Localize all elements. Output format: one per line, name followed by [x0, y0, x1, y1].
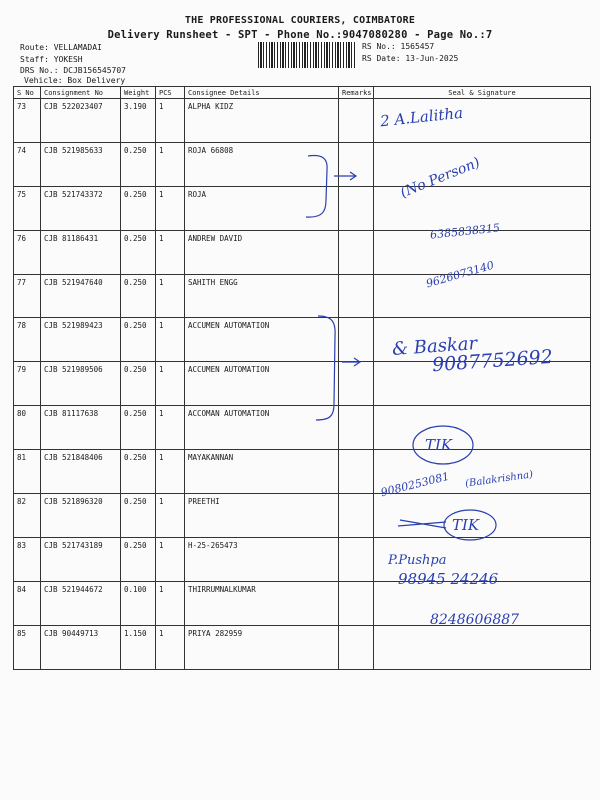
- signature-84-phone: 98945 24246: [398, 570, 499, 588]
- row-sno: 77: [14, 274, 41, 318]
- signature-82-name: (Balakrishna): [464, 469, 534, 490]
- signature-83: TIK: [452, 516, 480, 534]
- rs-date: RS Date: 13-Jun-2025: [362, 54, 459, 63]
- row-weight: 1.150: [121, 625, 156, 669]
- col-signature: Seal & Signature: [374, 87, 591, 99]
- row-weight: 0.250: [121, 318, 156, 362]
- row-sno: 84: [14, 581, 41, 625]
- vehicle-label: Vehicle: Box Delivery: [24, 76, 126, 85]
- row-consignment-no: CJB 521947640: [41, 274, 121, 318]
- row-weight: 0.100: [121, 581, 156, 625]
- col-pcs: PCS: [156, 87, 185, 99]
- signature-77: 9626073140: [424, 258, 496, 291]
- row-sno: 78: [14, 318, 41, 362]
- row-weight: 0.250: [121, 230, 156, 274]
- row-pcs: 1: [156, 318, 185, 362]
- row-consignee: ACCUMEN AUTOMATION: [185, 318, 339, 362]
- row-pcs: 1: [156, 406, 185, 450]
- arrow-78-80: [342, 358, 360, 366]
- row-sno: 79: [14, 362, 41, 406]
- row-pcs: 1: [156, 230, 185, 274]
- row-weight: 0.250: [121, 537, 156, 581]
- row-pcs: 1: [156, 186, 185, 230]
- col-sno: S No: [14, 87, 41, 99]
- signature-79-name: & Baskar: [391, 333, 478, 360]
- row-consignee: H-25-265473: [185, 537, 339, 581]
- row-weight: 0.250: [121, 494, 156, 538]
- row-sno: 73: [14, 99, 41, 143]
- row-consignment-no: CJB 521944672: [41, 581, 121, 625]
- row-consignment-no: CJB 521848406: [41, 450, 121, 494]
- row-consignment-no: CJB 521743372: [41, 186, 121, 230]
- row-sno: 81: [14, 450, 41, 494]
- row-consignee: THIRRUMNALKUMAR: [185, 581, 339, 625]
- row-pcs: 1: [156, 494, 185, 538]
- signature-79-phone: 9087752692: [431, 345, 554, 377]
- signature-84-name: P.Pushpa: [388, 553, 447, 568]
- col-consignee: Consignee Details: [185, 87, 339, 99]
- row-consignee: ACCUMEN AUTOMATION: [185, 362, 339, 406]
- row-consignee: ROJA 66808: [185, 142, 339, 186]
- staff-label: Staff: YOKESH: [20, 55, 83, 64]
- row-pcs: 1: [156, 142, 185, 186]
- row-sno: 74: [14, 142, 41, 186]
- row-pcs: 1: [156, 537, 185, 581]
- row-pcs: 1: [156, 274, 185, 318]
- row-consignee: SAHITH ENGG: [185, 274, 339, 318]
- row-sno: 76: [14, 230, 41, 274]
- row-consignee: ALPHA KIDZ: [185, 99, 339, 143]
- row-weight: 0.250: [121, 362, 156, 406]
- row-consignee: ACCOMAN AUTOMATION: [185, 406, 339, 450]
- row-weight: 0.250: [121, 142, 156, 186]
- row-consignee: MAYAKANNAN: [185, 450, 339, 494]
- signature-73: 2 A.Lalitha: [379, 103, 464, 131]
- bracket-78-80: [316, 316, 335, 420]
- row-consignment-no: CJB 521743189: [41, 537, 121, 581]
- row-weight: 0.250: [121, 274, 156, 318]
- row-pcs: 1: [156, 625, 185, 669]
- row-weight: 0.250: [121, 186, 156, 230]
- signature-85: 8248606887: [430, 612, 520, 628]
- route-label: Route: VELLAMADAI: [20, 43, 102, 52]
- row-sno: 85: [14, 625, 41, 669]
- row-weight: 0.250: [121, 450, 156, 494]
- row-consignment-no: CJB 521896320: [41, 494, 121, 538]
- signature-81: TIK: [425, 436, 453, 454]
- row-weight: 0.250: [121, 406, 156, 450]
- runsheet-subtitle: Delivery Runsheet - SPT - Phone No.:9047080280 - Page No.:7: [107, 29, 493, 41]
- drs-number: DRS No.: DCJB156545707: [20, 66, 126, 75]
- row-consignment-no: CJB 521989423: [41, 318, 121, 362]
- row-sno: 83: [14, 537, 41, 581]
- row-pcs: 1: [156, 450, 185, 494]
- row-consignment-no: CJB 81117638: [41, 406, 121, 450]
- col-weight: Weight: [121, 87, 156, 99]
- strike-83: [398, 520, 446, 528]
- row-sno: 80: [14, 406, 41, 450]
- arrow-74-75: [334, 172, 356, 180]
- signature-75: (No Person): [398, 154, 483, 202]
- company-title: THE PROFESSIONAL COURIERS, COIMBATORE: [184, 15, 416, 26]
- row-sno: 75: [14, 186, 41, 230]
- signature-82-phone: 9080253081: [379, 469, 451, 500]
- bracket-74-75: [306, 156, 327, 218]
- row-consignee: PRIYA 282959: [185, 625, 339, 669]
- row-pcs: 1: [156, 362, 185, 406]
- signature-76: 6385838315: [429, 221, 501, 242]
- row-pcs: 1: [156, 99, 185, 143]
- row-consignment-no: CJB 90449713: [41, 625, 121, 669]
- row-sno: 82: [14, 494, 41, 538]
- col-consignment: Consignment No: [41, 87, 121, 99]
- row-consignment-no: CJB 522023407: [41, 99, 121, 143]
- row-consignment-no: CJB 81186431: [41, 230, 121, 274]
- row-pcs: 1: [156, 581, 185, 625]
- col-remarks: Remarks: [339, 87, 374, 99]
- row-consignee: ANDREW DAVID: [185, 230, 339, 274]
- rs-number: RS No.: 1565457: [362, 42, 435, 51]
- row-weight: 3.190: [121, 99, 156, 143]
- row-consignment-no: CJB 521989506: [41, 362, 121, 406]
- row-consignee: PREETHI: [185, 494, 339, 538]
- row-consignee: ROJA: [185, 186, 339, 230]
- row-consignment-no: CJB 521985633: [41, 142, 121, 186]
